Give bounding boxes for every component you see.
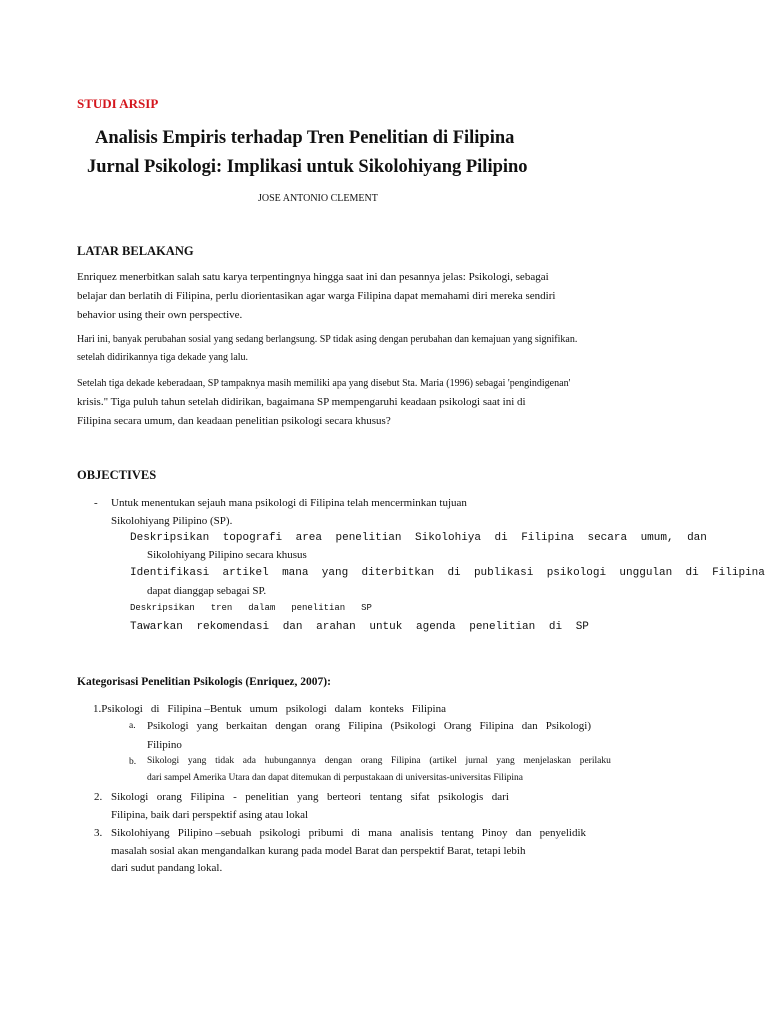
word: Psikologi [147,720,189,732]
word: tentang [441,827,474,839]
word: psikologis [438,791,484,803]
word: artikel [222,567,269,579]
word: 1.Psikologi [93,703,143,715]
word: Orang [443,720,472,732]
word: untuk [369,621,403,633]
author: JOSE ANTONIO CLEMENT [258,193,378,204]
word: Sikologi [147,756,180,766]
word: dan [515,827,532,839]
word: Sikolohiyang [111,827,170,839]
word: ada [242,756,256,766]
word: penelitian [469,621,536,633]
word: analisis [400,827,434,839]
word: tren [210,603,233,613]
word: menjelaskan [523,756,571,766]
word: psikologi [259,827,301,839]
category-1b-line-1 [147,756,611,766]
background-p3-line-3: Filipina secara umum, dan keadaan penelitian psikologi secara khusus? [77,415,391,427]
word: Deskripsikan [130,532,210,544]
objective-3-line-1 [130,567,765,579]
background-p1-line-3: behavior using their own perspective. [77,309,243,321]
word: agenda [416,621,456,633]
background-p2-line-1: Hari ini, banyak perubahan sosial yang sedang berlangsung. SP tidak asing dengan perubahan dan kemajuan yang signifikan. [77,334,578,345]
category-1a-line-2: Filipino [147,739,182,751]
word: arahan [316,621,356,633]
word: yang [321,567,349,579]
word: Deskripsikan [130,603,195,613]
word: dan [521,720,538,732]
category-3-line-3: dari sudut pandang lokal. [111,862,223,874]
category-1a-marker: a. [129,721,136,731]
background-p3-line-1: Setelah tiga dekade keberadaan, SP tampaknya masih memiliki apa yang disebut Sta. Maria (1996) sebagai 'pengindigenan' [77,378,571,389]
background-p1-line-1: Enriquez menerbitkan salah satu karya terpentingnya hingga saat ini dan pesannya jelas: Psikologi, sebagai [77,271,549,283]
word: jurnal [465,756,488,766]
category-2-line-2: Filipina, baik dari perspektif asing atau lokal [111,809,309,821]
word: penelitian [335,532,402,544]
word: dengan [324,756,352,766]
word: konteks [369,703,404,715]
word: Filipina [411,703,446,715]
background-p3-line-2: krisis." Tiga puluh tahun setelah didirikan, bagaimana SP mempengaruhi keadaan psikologi saat ini di [77,396,526,408]
word: mana [368,827,393,839]
section-label: STUDI ARSIP [77,96,159,111]
word: (Psikologi [390,720,436,732]
word: umum [249,703,278,715]
word: rekomendasi [196,621,270,633]
word: Filipina [712,567,765,579]
word: SP [361,603,372,613]
word: Filipina [190,791,225,803]
objective-3-line-2: dapat dianggap sebagai SP. [147,585,267,597]
category-2-marker: 2. [94,791,103,803]
word: Tawarkan [130,621,183,633]
word: area [295,532,323,544]
word: penelitian [245,791,289,803]
word: Filipina –Bentuk [167,703,242,715]
word: di [447,567,461,579]
word: unggulan [619,567,673,579]
category-3-line-1 [111,827,586,839]
objective-bullet: - [94,497,98,509]
word: berkaitan [226,720,268,732]
word: - [233,791,237,803]
word: orang [360,756,383,766]
category-3-line-2: masalah sosial akan mengandalkan kurang pada model Barat dan perspektif Barat, tetapi lebih [111,845,526,857]
category-1 [93,703,446,715]
word: dan [282,621,303,633]
objectives-heading: OBJECTIVES [77,468,157,482]
title-line-1: Analisis Empiris terhadap Tren Penelitian di Filipina [95,128,515,148]
word: Pinoy [481,827,508,839]
word: penyelidik [539,827,586,839]
word: perilaku [579,756,611,766]
word: di [351,827,361,839]
word: publikasi [473,567,534,579]
category-2-line-1 [111,791,509,803]
background-p2-line-2: setelah didirikannya tiga dekade yang lalu. [77,352,249,363]
word: Psikologi) [545,720,591,732]
word: diterbitkan [361,567,435,579]
word: topografi [222,532,283,544]
word: yang [187,756,207,766]
word: sifat [410,791,430,803]
word: dalam [334,703,362,715]
objective-1-line-2: Sikolohiyang Pilipino (SP). [111,515,233,527]
word: Filipina [521,532,574,544]
word: tentang [369,791,403,803]
word: di [494,532,508,544]
word: Filipina [479,720,514,732]
word: umum, [640,532,674,544]
word: orang [315,720,341,732]
word: SP [575,621,589,633]
word: dan [687,532,707,544]
objective-2-line-2: Sikolohiyang Pilipino secara khusus [147,549,307,561]
background-p1-line-2: belajar dan berlatih di Filipina, perlu diorientasikan agar warga Filipina dapat memahami diri mereka sendiri [77,290,556,302]
word: Identifikasi [130,567,210,579]
word: tidak [215,756,235,766]
category-1a-line-1 [147,720,591,732]
word: yang [496,756,515,766]
word: psikologi [285,703,327,715]
objective-4 [130,603,372,613]
word: dalam [248,603,276,613]
word: Filipina [391,756,421,766]
category-1b-line-2: dari sampel Amerika Utara dan dapat ditemukan di perpustakaan di universitas-universitas Filipina [147,773,523,783]
word: penelitian [291,603,346,613]
word: Filipina [348,720,383,732]
word: orang [156,791,182,803]
word: di [548,621,563,633]
objective-5 [130,621,589,633]
word: (artikel [429,756,457,766]
background-heading: LATAR BELAKANG [77,244,194,258]
objective-1-line-1: Untuk menentukan sejauh mana psikologi di Filipina telah mencerminkan tujuan [111,497,467,509]
word: yang [196,720,219,732]
word: yang [297,791,319,803]
category-1b-marker: b. [129,757,137,767]
category-3-marker: 3. [94,827,103,839]
word: secara [587,532,628,544]
word: di [685,567,699,579]
word: di [150,703,160,715]
objective-2-line-1 [130,532,707,544]
word: Pilipino –sebuah [177,827,252,839]
word: mana [282,567,309,579]
word: Sikologi [111,791,149,803]
word: psikologi [546,567,607,579]
categorization-heading: Kategorisasi Penelitian Psikologis (Enriquez, 2007): [77,676,331,688]
word: Sikolohiya [415,532,482,544]
word: berteori [327,791,362,803]
word: dengan [275,720,307,732]
word: dari [491,791,509,803]
word: pribumi [308,827,344,839]
word: hubungannya [264,756,316,766]
title-line-2: Jurnal Psikologi: Implikasi untuk Sikolohiyang Pilipino [87,157,528,177]
